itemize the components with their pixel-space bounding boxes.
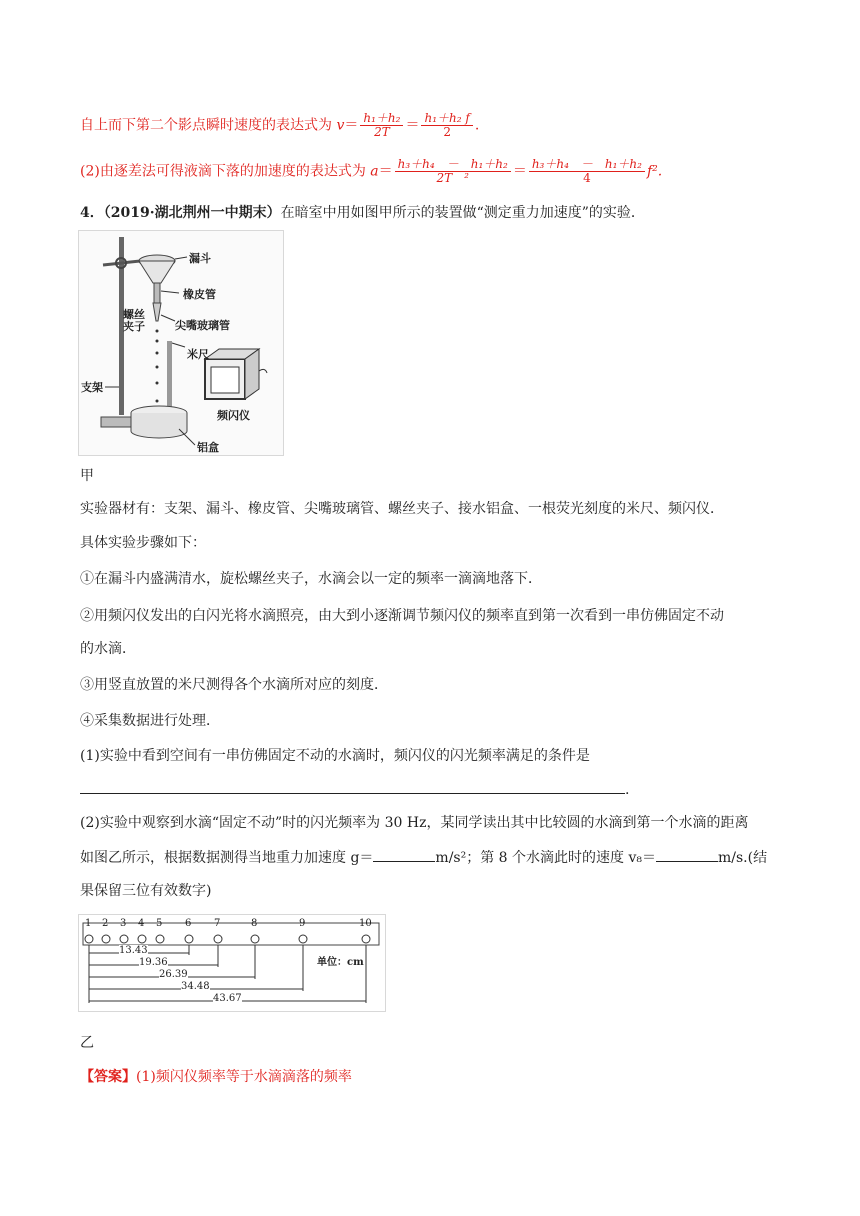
label-glass-nozzle: 尖嘴玻璃管 xyxy=(175,319,230,332)
velocity-formula-line xyxy=(80,112,479,139)
fraction-factor: f xyxy=(465,111,470,125)
equals-sign: ＝ xyxy=(405,117,420,134)
fraction-numerator: h₃＋h₄ － h₁＋h₂ xyxy=(529,158,645,172)
fraction-denominator: 2T xyxy=(374,125,390,139)
result-note: m/s.(结 xyxy=(718,850,768,866)
drop-label: 10 xyxy=(359,918,372,929)
label-aluminum-box: 铝盒 xyxy=(197,441,219,454)
question-source: （2019·湖北荆州一中期末） xyxy=(103,205,281,221)
label-rubber-tube: 橡皮管 xyxy=(183,288,216,301)
sub-question-1: (1)实验中看到空间有一串仿佛固定不动的水滴时，频闪仪的闪光频率满足的条件是 xyxy=(80,748,590,764)
drops-measurement-figure xyxy=(78,914,386,1012)
period: . xyxy=(474,117,480,134)
step-4: ④采集数据进行处理． xyxy=(80,713,220,729)
equals-sign: ＝ xyxy=(344,117,359,134)
answer-blank[interactable] xyxy=(80,793,625,794)
question-4-heading xyxy=(80,203,645,223)
acceleration-var: a xyxy=(370,163,379,180)
label-ruler: 米尺 xyxy=(187,348,209,361)
label-funnel: 漏斗 xyxy=(189,252,211,265)
label-screw-clamp: 螺丝夹子 xyxy=(123,308,145,333)
fraction-denominator: 2 xyxy=(443,125,451,139)
distance-label: 26.39 xyxy=(159,969,188,980)
drop-label: 3 xyxy=(120,918,127,929)
label-stand: 支架 xyxy=(81,381,103,394)
velocity-var: v xyxy=(336,117,345,134)
drop-label: 7 xyxy=(214,918,221,929)
distance-label: 13.43 xyxy=(119,945,148,956)
sub-question-2-line-1: (2)实验中观察到水滴“固定不动”时的闪光频率为 30 Hz，某同学读出其中比较圆的水滴到第一个水滴的距离 xyxy=(80,815,749,831)
step-2-line-2: 的水滴． xyxy=(80,641,136,657)
sub-question-2-line-3: 果保留三位有效数字) xyxy=(80,883,212,899)
drop-label: 2 xyxy=(102,918,109,929)
question-text: 在暗室中用如图甲所示的装置做“测定重力加速度”的实验． xyxy=(280,205,645,221)
question-number: 4． xyxy=(80,205,104,221)
velocity-blank[interactable] xyxy=(656,861,718,862)
apparatus-diagram xyxy=(79,231,283,455)
equals-sign: ＝ xyxy=(378,163,393,180)
velocity-prefix: 自上而下第二个影点瞬时速度的表达式为 xyxy=(80,117,337,134)
step-1: ①在漏斗内盛满清水，旋松螺丝夹子，水滴会以一定的频率一滴滴地落下． xyxy=(80,571,542,587)
fraction-numerator: h₁＋h₂ xyxy=(424,111,462,125)
fraction-numerator: h₁＋h₂ xyxy=(360,112,403,126)
velocity-fraction-1 xyxy=(360,112,403,139)
gravity-blank[interactable] xyxy=(373,861,435,862)
acceleration-fraction-1 xyxy=(395,158,511,185)
drop-label: 1 xyxy=(85,918,92,929)
answer-text: (1)频闪仪频率等于水滴滴落的频率 xyxy=(136,1069,352,1085)
drop-label: 9 xyxy=(299,918,306,929)
materials-text: 实验器材有：支架、漏斗、橡皮管、尖嘴玻璃管、螺丝夹子、接水铝盒、一根荧光刻度的米尺、频闪仪． xyxy=(80,501,724,517)
drop-label: 5 xyxy=(156,918,163,929)
answer-line xyxy=(80,1067,352,1087)
distance-label: 43.67 xyxy=(213,993,242,1004)
steps-title: 具体实验步骤如下： xyxy=(80,535,206,551)
equals-sign: ＝ xyxy=(512,163,527,180)
fraction-numerator: h₃＋h₄ － h₁＋h₂ xyxy=(395,158,511,172)
step-3: ③用竖直放置的米尺测得各个水滴所对应的刻度． xyxy=(80,677,388,693)
velocity-fraction-2 xyxy=(421,112,472,139)
period: . xyxy=(625,782,630,798)
figure-caption-yi: 乙 xyxy=(80,1035,94,1051)
acceleration-fraction-2 xyxy=(529,158,645,185)
fraction-denominator: 4 xyxy=(583,171,591,185)
sub-question-1-answer-line xyxy=(80,780,629,800)
unit-label: 单位：cm xyxy=(317,957,364,968)
sub-question-2-line-2 xyxy=(80,848,767,868)
label-strobe: 频闪仪 xyxy=(217,409,250,422)
fraction-denominator: 2T ² xyxy=(436,171,469,185)
formula-tail: f². xyxy=(646,163,663,180)
velocity-prompt: m/s²；第 8 个水滴此时的速度 v₈＝ xyxy=(435,850,656,866)
acceleration-prefix: (2)由逐差法可得液滴下落的加速度的表达式为 xyxy=(80,163,371,180)
drop-label: 4 xyxy=(138,918,145,929)
step-2-line-1: ②用频闪仪发出的白闪光将水滴照亮，由大到小逐渐调节频闪仪的频率直到第一次看到一串仿佛固定不动 xyxy=(80,608,724,624)
apparatus-figure xyxy=(78,230,284,456)
acceleration-formula-line xyxy=(80,158,662,185)
figure-caption-jia: 甲 xyxy=(80,468,94,484)
gravity-prompt: 如图乙所示，根据数据测得当地重力加速度 g＝ xyxy=(80,850,374,866)
drop-label: 8 xyxy=(251,918,258,929)
drop-label: 6 xyxy=(185,918,192,929)
answer-tag: 【答案】 xyxy=(80,1069,136,1085)
distance-label: 19.36 xyxy=(139,957,168,968)
distance-label: 34.48 xyxy=(181,981,210,992)
